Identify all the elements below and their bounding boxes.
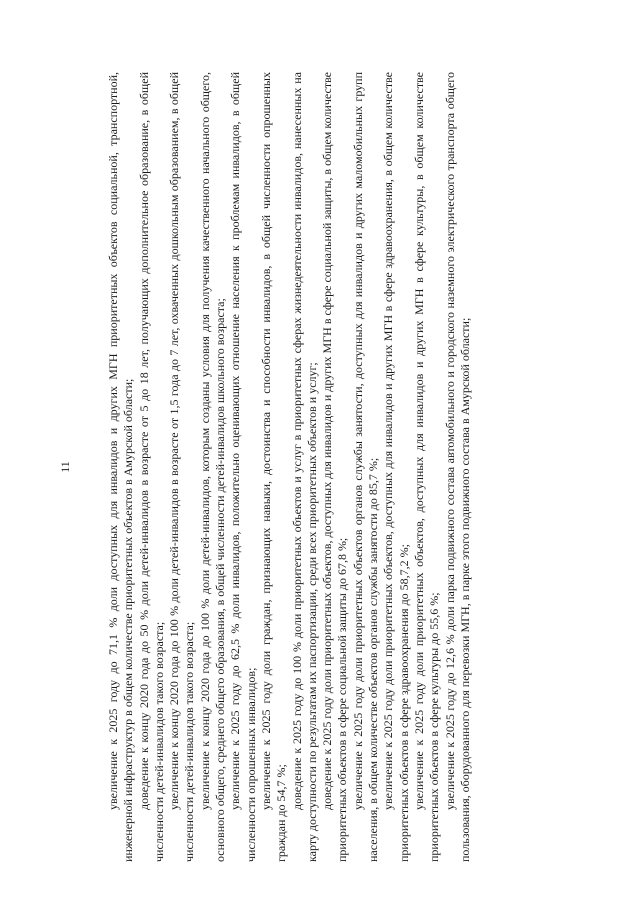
paragraph-4: увеличение к концу 2020 года до 100 % доли детей-инвалидов, которым созданы условия для получения качественного начального общего, основного общего, среднего общего образования, в общей численности детей-инвалидов школьного возраста; <box>197 72 228 862</box>
paragraph-9: увеличение к 2025 году доли приоритетных объектов органов службы занятости, доступных для инвалидов и других маломобильных групп населения, в общем количестве объектов органов службы занятости до 85,7 %; <box>350 72 381 862</box>
paragraph-8: доведение к 2025 году доли приоритетных объектов, доступных для инвалидов и других МГН в сфере социальной защиты, в общем количестве приоритетных объектов в сфере социальной защиты до 67,8 %; <box>320 72 350 862</box>
paragraph-6: увеличение к 2025 году доли граждан, признающих навыки, достоинства и способности инвалидов, в общей численности опрошенных граждан до 54,7 %; <box>258 72 289 862</box>
paragraph-12: увеличение к 2025 году до 12,6 % доли парка подвижного состава автомобильного и городского наземного электрического транспорта общего пользования, оборудованного для перевозки МГН, в парке этого подвижного состава в Амурской области; <box>442 72 472 862</box>
rotated-text-block <box>58 72 548 862</box>
paragraph-10: увеличение к 2025 году доли приоритетных объектов, доступных для инвалидов и других МГН в сфере здравоохранения, в общем количестве приоритетных объектов в сфере здравоохранения до 58,7,2 %; <box>381 72 411 862</box>
paragraph-7: доведение к 2025 году до 100 % доли приоритетных объектов и услуг в приоритетных сферах жизнедеятельности инвалидов, нанесенных на карту доступности по результатам их паспортизации, среди всех приоритетных объектов и услуг; <box>289 72 319 862</box>
paragraph-2: доведение к концу 2020 года до 50 % доли детей-инвалидов в возрасте от 5 до 18 лет, получающих дополнительное образование, в общей численности детей-инвалидов такого возраста; <box>136 72 166 862</box>
paragraph-11: увеличение к 2025 году доли приоритетных объектов, доступных для инвалидов и других МГН в сфере культуры, в общем количестве приоритетных объектов в сфере культуры до 55,6 %; <box>411 72 442 862</box>
page-number: 11 <box>58 461 72 473</box>
paragraph-1: увеличение к 2025 году до 71,1 % доли доступных для инвалидов и других МГН приоритетных объектов социальной, транспортной, инженерной инфраструктур в общем количестве приоритетных объектов в Амурской области; <box>106 72 136 862</box>
paragraph-3: увеличение к концу 2020 года до 100 % доли детей-инвалидов в возрасте от 1,5 года до 7 лет, охваченных дошкольным образованием, в общей численности детей-инвалидов такого возраста; <box>167 72 197 862</box>
paragraph-5: увеличение к 2025 году до 62,5 % доли инвалидов, положительно оценивающих отношение населения к проблемам инвалидов, в общей численности опрошенных инвалидов; <box>228 72 258 862</box>
